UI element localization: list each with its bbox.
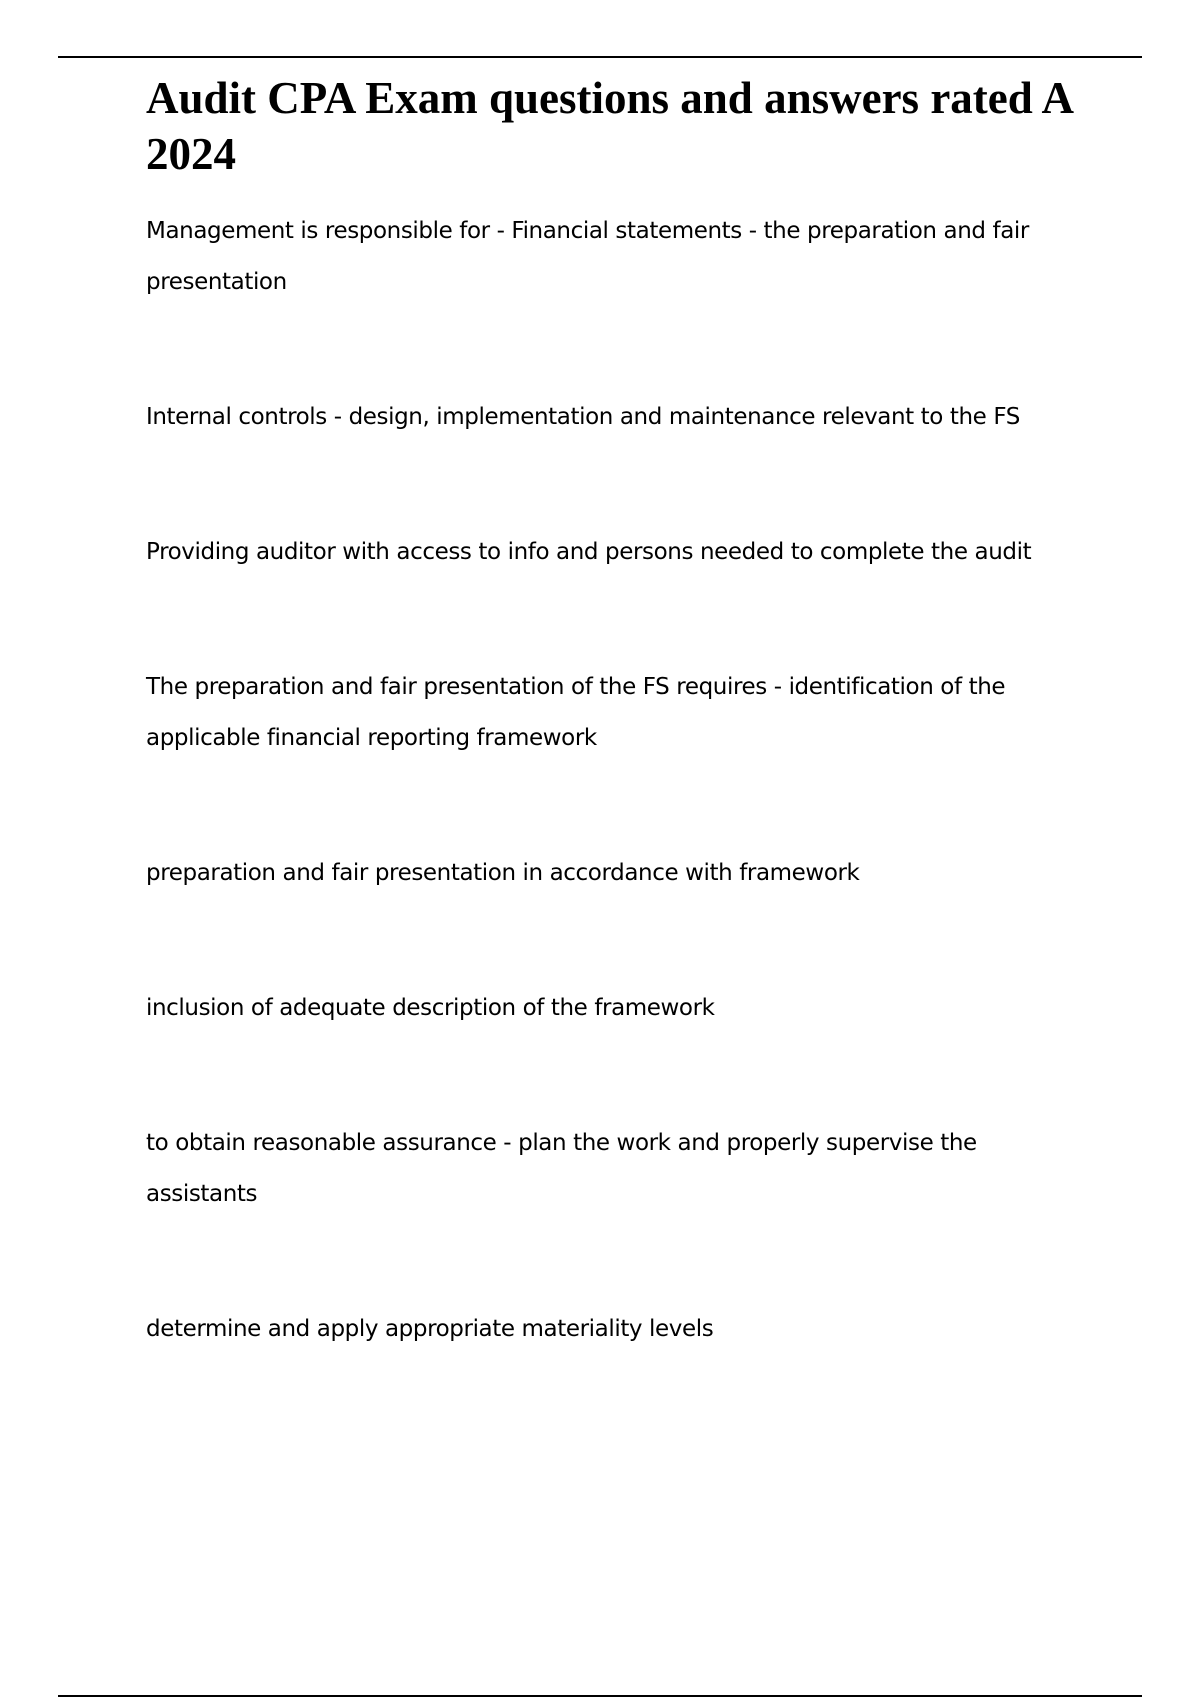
document-body — [146, 70, 1086, 1439]
bottom-divider — [58, 1695, 1142, 1697]
qa-list — [146, 206, 1086, 1355]
qa-item: Management is responsible for - Financial statements - the preparation and fair presentation — [146, 218, 1029, 295]
qa-item: Providing auditor with access to info and persons needed to complete the audit — [146, 539, 1032, 565]
qa-item: inclusion of adequate description of the framework — [146, 995, 715, 1021]
qa-item: Internal controls - design, implementation and maintenance relevant to the FS — [146, 404, 1020, 430]
qa-item: The preparation and fair presentation of the FS requires - identification of the applicable financial reporting framework — [146, 674, 1006, 751]
qa-item: determine and apply appropriate materiality levels — [146, 1316, 714, 1342]
qa-item: to obtain reasonable assurance - plan the work and properly supervise the assistants — [146, 1130, 977, 1207]
document-title: Audit CPA Exam questions and answers rated A 2024 — [146, 73, 1072, 179]
top-divider — [58, 56, 1142, 58]
qa-item: preparation and fair presentation in accordance with framework — [146, 860, 860, 886]
